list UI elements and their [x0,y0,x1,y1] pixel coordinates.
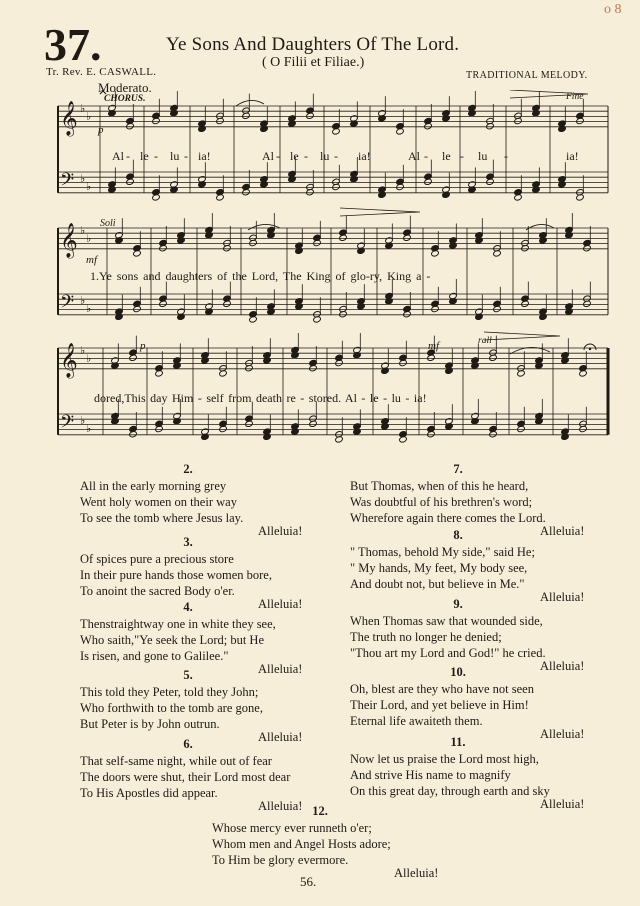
flat-sign: ♭ [86,110,92,123]
verse-line: To Him be glory evermore. [212,853,349,867]
flat-sign: ♭ [80,414,86,427]
tempo-marking: Moderato. [98,80,152,95]
verse-number: 8. [453,528,463,542]
verse-line: When Thomas saw that wounded side, [350,614,543,628]
verse-refrain: Alleluia! [258,799,303,813]
verse-number: 2. [183,462,193,476]
slur [526,224,554,230]
decrescendo-hairpin [340,208,420,216]
verse-refrain: Alleluia! [258,730,303,744]
verse-number: 10. [450,665,466,679]
slur [236,100,264,106]
dynamic-p-1: p [98,124,104,136]
verse-line: But Thomas, when of this he heard, [350,479,529,493]
verse-line: The doors were shut, their Lord most dear [80,770,291,784]
flat-sign: ♭ [86,352,92,365]
verse-number: 4. [183,600,193,614]
flat-sign: ♭ [86,180,92,193]
verse-refrain: Alleluia! [540,727,585,741]
verse-line: Went holy women on their way [80,495,237,509]
system2-lyrics: 1.Ye sons and daughters of the Lord, The King of glo-ry, King a - [90,269,431,283]
syllable: - [304,149,308,163]
verse-line: Who forthwith to the tomb are gone, [80,701,263,715]
verse-refrain: Alleluia! [540,524,585,538]
verse-line: And doubt not, but believe in Me." [350,577,525,591]
verse-number: 5. [183,668,193,682]
syllable: - [504,149,508,163]
syllable: lu [320,149,330,163]
flat-sign: ♭ [80,172,86,185]
syllable: ia! [198,149,211,163]
fine-label: Fine [566,92,584,102]
verse-line: Oh, blest are they who have not seen [350,682,534,696]
verse-line: Whose mercy ever runneth o'er; [212,821,372,835]
syllable: le [140,149,149,163]
syllable: le [290,149,299,163]
treble-clef: 𝄞 [60,343,78,378]
verse-line: Who saith,"Ye seek the Lord; but He [80,633,265,647]
verse-line: And strive His name to magnify [350,768,511,782]
verse-line: But Peter is by John outrun. [80,717,220,731]
verse-line: Of spices pure a precious store [80,552,234,566]
flat-sign: ♭ [80,224,86,237]
flat-sign: ♭ [80,102,86,115]
verse-line: Was doubtful of his brethren's word; [350,495,533,509]
verse-line: Thenstraightway one in white they see, [80,617,276,631]
syllable: ia! [358,149,371,163]
syllable: Al [408,149,420,163]
verse-line: Whom men and Angel Hosts adore; [212,837,391,851]
verse-line: To His Apostles did appear. [80,786,218,800]
verse-line: In their pure hands those women bore, [80,568,272,582]
verse-line: To see the tomb where Jesus lay. [80,511,244,525]
verse-line: " Thomas, behold My side," said He; [350,545,535,559]
verse-line: This told they Peter, told they John; [80,685,259,699]
fermata-dot [589,348,591,350]
flat-sign: ♭ [80,294,86,307]
verse-line: Wherefore again there comes the Lord. [350,511,546,525]
verse-line: Their Lord, and yet believe in Him! [350,698,529,712]
hymn-number: 37. [44,19,102,70]
system3-lyrics: dored,This day Him - self from death re - stored. Al - le - lu - ia! [94,391,427,405]
syllable: Al [262,149,274,163]
corner-pencil-mark: o 8 [604,2,622,17]
verse-number: 6. [183,737,193,751]
flat-sign: ♭ [86,422,92,435]
dynamic-mf-2: mf [428,340,439,352]
verse-line: All in the early morning grey [80,479,227,493]
verse-refrain: Alleluia! [258,524,303,538]
melody-credit: TRADITIONAL MELODY. [466,70,588,81]
syllable: - [276,149,280,163]
verse-refrain: Alleluia! [258,662,303,676]
hymn-title: Ye Sons And Daughters Of The Lord. [166,34,460,55]
verse-line: Is risen, and gone to Galilee." [80,649,229,663]
verse-refrain: Alleluia! [540,797,585,811]
dynamic-mf-1: mf [86,254,97,266]
verse-number: 11. [450,735,466,749]
flat-sign: ♭ [86,232,92,245]
verse-line: The truth no longer he denied; [350,630,502,644]
syllable: lu [478,149,488,163]
syllable: lu [170,149,180,163]
syllable: ia! [566,149,579,163]
verse-refrain: Alleluia! [394,866,439,880]
translator-credit: Tr. Rev. E. CASWALL. [46,66,157,78]
syllable: - [460,149,464,163]
syllable: le [442,149,451,163]
verse-number: 12. [312,804,328,818]
verse-line: Eternal life awaiteth them. [350,714,483,728]
syllable: Al [112,149,124,163]
verse-refrain: Alleluia! [258,597,303,611]
bass-clef: 𝄢 [60,170,75,195]
verse-line: On this great day, through earth and sky [350,784,550,798]
verse-number: 3. [183,535,193,549]
syllable: - [184,149,188,163]
syllable: - [424,149,428,163]
verse-line: " My hands, My feet, My body see, [350,561,528,575]
verse-number: 9. [453,597,463,611]
treble-clef: 𝄞 [60,223,78,258]
system1-lyrics [112,149,592,165]
flat-sign: ♭ [86,302,92,315]
syllable: - [154,149,158,163]
verse-number: 7. [453,462,463,476]
rall-label: rall [478,336,492,346]
treble-clef: 𝄞 [60,101,78,136]
slur [248,224,280,230]
bass-clef: 𝄢 [60,292,75,317]
dynamic-p-2: p [140,340,146,352]
verse-refrain: Alleluia! [540,590,585,604]
decrescendo-hairpin [484,332,560,340]
flat-sign: ♭ [80,344,86,357]
verse-line: Now let us praise the Lord most high, [350,752,539,766]
verse-refrain: Alleluia! [540,659,585,673]
chorus-label: CHORUS. [104,94,146,104]
bass-clef: 𝄢 [60,412,75,437]
verse-line: That self-same night, while out of fear [80,754,272,768]
verse-line: "Thou art my Lord and God!" he cried. [350,646,546,660]
syllable: - [334,149,338,163]
verse-line: To anoint the sacred Body o'er. [80,584,235,598]
syllable: - [126,149,130,163]
hymn-subtitle: ( O Filii et Filiae.) [262,55,365,70]
page-number: 56. [300,874,317,889]
soli-label: Soli [100,218,116,229]
